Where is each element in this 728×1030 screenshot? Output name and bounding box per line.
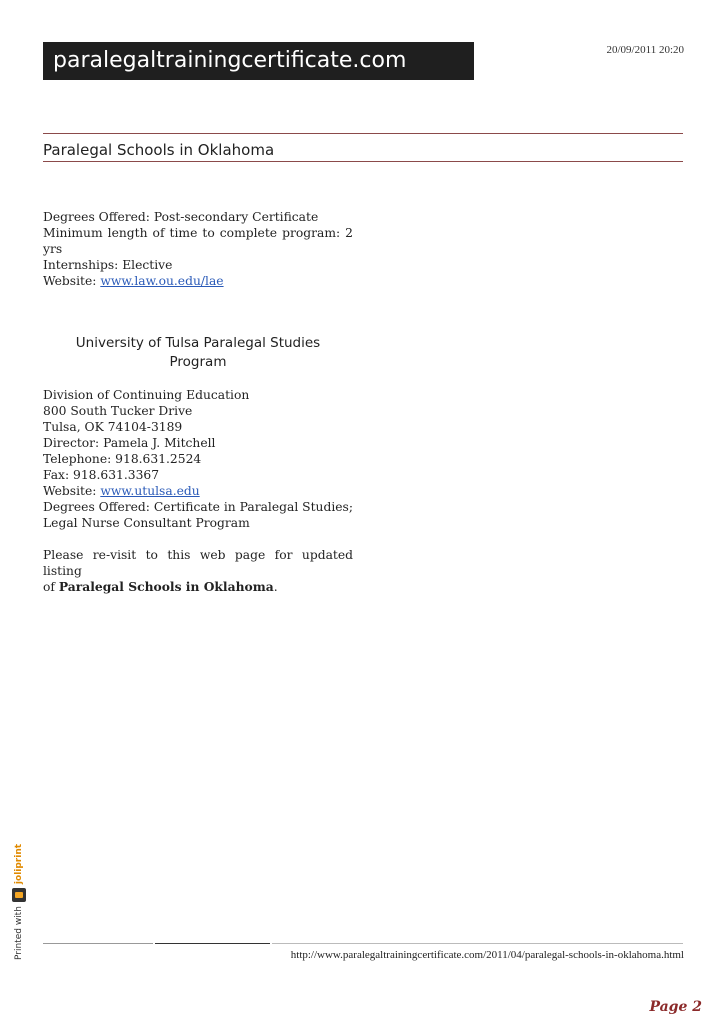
printed-with-badge — [12, 844, 26, 960]
website-link[interactable]: www.law.ou.edu/lae — [100, 274, 224, 288]
joliprint-logo-icon — [12, 888, 26, 902]
website-link[interactable]: www.utulsa.edu — [100, 484, 200, 498]
program-1-details — [43, 209, 353, 289]
site-banner: paralegaltrainingcertificate.com — [43, 42, 474, 80]
street-address: 800 South Tucker Drive — [43, 404, 193, 418]
revisit-note — [43, 547, 353, 595]
footer-rule-mid — [155, 943, 270, 944]
revisit-line-2 — [43, 579, 353, 595]
website-line — [43, 273, 353, 289]
min-length-unit: yrs — [43, 242, 63, 256]
degrees-offered: Degrees Offered: Post-secondary Certificate — [43, 210, 319, 224]
revisit-suffix: . — [273, 580, 278, 594]
title-rule-top — [43, 133, 683, 134]
division: Division of Continuing Education — [43, 388, 250, 402]
joliprint-brand: joliprint — [14, 843, 24, 885]
city-address: Tulsa, OK 74104-3189 — [43, 420, 183, 434]
page-number: Page 2 — [649, 999, 702, 1015]
footer-rule-right — [272, 943, 683, 944]
website-line — [43, 483, 353, 499]
footer-rule-left — [43, 943, 153, 944]
website-label: Website: — [43, 274, 101, 288]
printed-with-label: Printed with — [14, 906, 24, 960]
heading-line-1: University of Tulsa Paralegal Studies — [75, 335, 321, 351]
degrees-offered-cont: Legal Nurse Consultant Program — [43, 516, 250, 530]
revisit-prefix: of — [43, 580, 59, 594]
section-heading — [43, 334, 353, 372]
revisit-bold: Paralegal Schools in Oklahoma — [58, 579, 274, 594]
program-2-details — [43, 387, 353, 531]
revisit-line-1: Please re-visit to this web page for updated listing — [43, 548, 353, 578]
timestamp: 20/09/2011 20:20 — [606, 44, 684, 56]
footer-url[interactable]: http://www.paralegaltrainingcertificate.com/2011/04/paralegal-schools-in-oklahoma.html — [290, 949, 684, 961]
fax: Fax: 918.631.3367 — [43, 468, 160, 482]
internships: Internships: Elective — [43, 258, 173, 272]
degrees-offered: Degrees Offered: Certificate in Paralegal Studies; — [43, 500, 353, 514]
heading-line-2: Program — [169, 354, 227, 370]
director: Director: Pamela J. Mitchell — [43, 436, 216, 450]
website-label: Website: — [43, 484, 101, 498]
min-length: Minimum length of time to complete program: 2 — [43, 226, 353, 240]
title-rule-bottom — [43, 161, 683, 162]
telephone: Telephone: 918.631.2524 — [43, 452, 202, 466]
page-title: Paralegal Schools in Oklahoma — [43, 141, 275, 159]
